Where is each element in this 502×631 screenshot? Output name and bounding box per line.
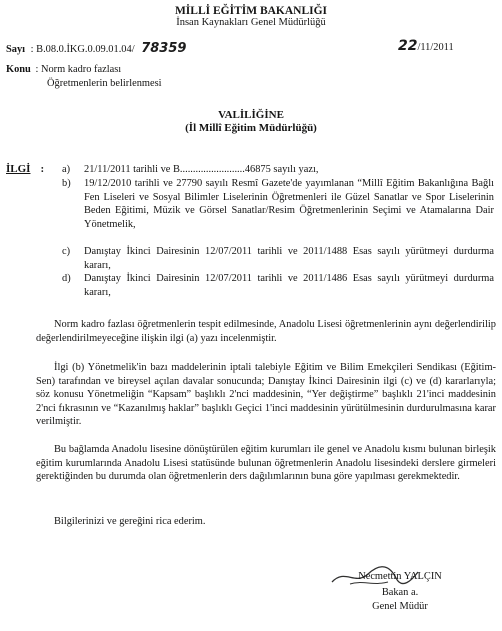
ilgi-item-d: Danıştay İkinci Dairesinin 12/07/2011 tarihli ve 2011/1486 Esas sayılı yürütmeyi durdurma kararı, bbox=[84, 273, 494, 298]
ilgi-item-b: 19/12/2010 tarihli ve 27790 sayılı Resmî Gazete'de yayımlanan “Millî Eğitim Bakanlığına Bağlı Fen Liseleri ve Sosyal Bilimler Liselerinin Öğretmenleri ile Güzel Sanatlar ve Spor Liselerinin Beden Eğitimi, Müzik ve Görsel Sanatlar/Resim Öğretmenlerinin Seçimi ve Atamalarına Dair Yönetmelik, bbox=[84, 178, 494, 230]
konu-label: Konu bbox=[6, 64, 31, 75]
body-paragraph-1: Norm kadro fazlası öğretmenlerin tespit edilmesinde, Anadolu Lisesi öğretmenlerinin aynı değerlendirilip değerlendirilmeyeceğine ilişkin ilgi (a) yazı incelenmiştir. bbox=[36, 319, 496, 344]
ministry-title: MİLLİ EĞİTİM BAKANLIĞI bbox=[174, 5, 328, 17]
ilgi-letter-c: c) bbox=[62, 246, 71, 257]
konu-line2: Öğretmenlerin belirlenmesi bbox=[47, 78, 162, 89]
sayi-handwritten: 78359 bbox=[141, 41, 187, 56]
ilgi-item-a: 21/11/2011 tarihli ve B.........................46875 sayılı yazı, bbox=[84, 164, 319, 175]
recipient-line2: (İl Millî Eğitim Müdürlüğü) bbox=[185, 122, 317, 134]
body-paragraph-3: Bu bağlamda Anadolu lisesine dönüştürülen eğitim kurumları ile genel ve Anadolu kısmı bulunan birleşik eğitim kurumlarında Anadolu Lisesi statüsünde bulunan öğretmenlerin Anadolu lisesindeki derslere girmeleri gerektiğinden bu durumda olan öğretmenlerin ders dağılımlarının buna göre yapılması gerekmektedir. bbox=[36, 444, 496, 483]
konu-line1: : Norm kadro fazlası bbox=[35, 64, 122, 75]
body-paragraph-2: İlgi (b) Yönetmelik'in bazı maddelerinin iptali talebiyle Eğitim ve Bilim Emekçileri Sendikası (Eğitim-Sen) tarafından ve bireysel açılan davalar sonucunda; Danıştay İkinci Dairesinin ilgi (c) ve (d) kararlarıyla; söz konusu Yönetmeliğin “Kapsam” başlıklı 2'nci maddesinin, “Yer değiştirme” başlıklı 21'inci maddesinin 2'nci fıkrasının ve “Kazanılmış haklar” başlıklı Geçici 1'inci maddesinin yürütülmesinin durdurulmasına karar verilmiştir. bbox=[36, 362, 496, 428]
ilgi-letter-a: a) bbox=[62, 164, 71, 175]
ilgi-letter-d: d) bbox=[62, 273, 71, 284]
ilgi-letter-b: b) bbox=[62, 178, 71, 189]
date-printed: /11/2011 bbox=[417, 42, 454, 53]
signature-title2: Genel Müdür bbox=[372, 601, 428, 612]
directorate-title: İnsan Kaynakları Genel Müdürlüğü bbox=[176, 17, 326, 28]
body-paragraph-4: Bilgilerinizi ve gereğini rica ederim. bbox=[54, 516, 206, 527]
ilgi-item-c: Danıştay İkinci Dairesinin 12/07/2011 tarihli ve 2011/1488 Esas sayılı yürütmeyi durdurma kararı, bbox=[84, 246, 494, 271]
konu-row bbox=[6, 63, 121, 77]
signature-title1: Bakan a. bbox=[381, 587, 419, 598]
ilgi-label bbox=[6, 163, 44, 175]
recipient-line1: VALİLİĞİNE bbox=[218, 109, 284, 121]
sayi-label: Sayı bbox=[6, 44, 26, 55]
signature-name: Necmettin YALÇIN bbox=[358, 571, 442, 582]
sayi-value: : B.08.0.İKG.0.09.01.04/ bbox=[30, 44, 135, 55]
ilgi-colon: : bbox=[40, 163, 45, 175]
ilgi-label-text: İLGİ bbox=[6, 163, 31, 175]
sayi-row bbox=[6, 42, 186, 57]
date-row bbox=[398, 40, 454, 55]
date-handwritten: 22 bbox=[398, 38, 418, 54]
